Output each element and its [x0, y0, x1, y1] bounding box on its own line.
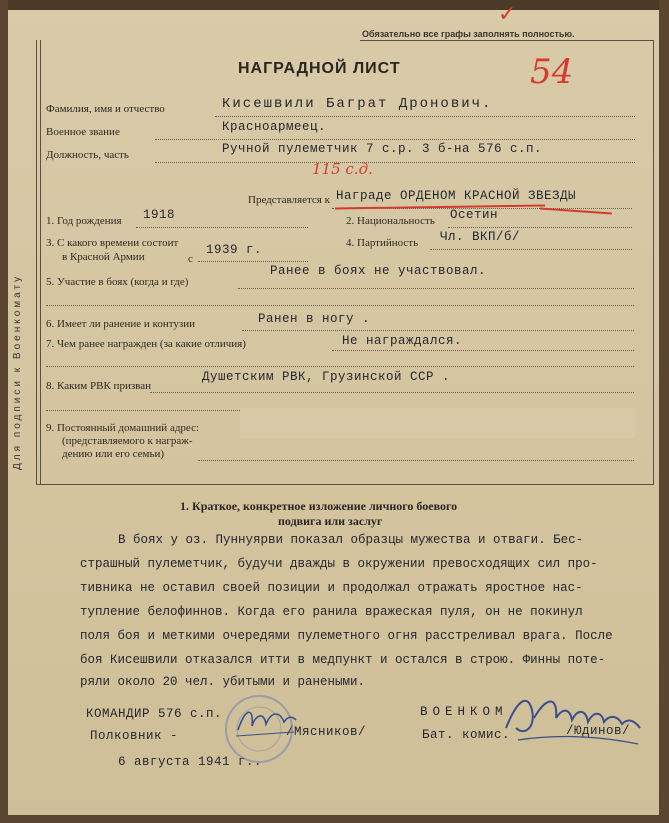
narrative-line-3: тивника не оставил своей позиции и продолжал отражать яростное нас- — [80, 581, 583, 595]
voenkom-title: ВОЕНКОМ — [420, 705, 508, 719]
field-2-label: 2. Национальность — [346, 215, 435, 227]
field-6-label: 6. Имеет ли ранение и контузии — [46, 318, 195, 330]
field-7-label: 7. Чем ранее награжден (за какие отличия) — [46, 338, 246, 350]
field-3-value: 1939 г. — [206, 243, 263, 257]
name-label: Фамилия, имя и отчество — [46, 103, 165, 115]
date-text: 6 августа 1941 г.. — [118, 755, 263, 769]
sheet-number-handwritten: 54 — [530, 52, 574, 92]
field-8-label: 8. Каким РВК призван — [46, 380, 151, 392]
name-value: Кисешвили Баграт Дронович. — [222, 96, 493, 112]
page-title: НАГРАДНОЙ ЛИСТ — [238, 60, 401, 77]
field-4-value: Чл. ВКП/б/ — [440, 230, 521, 244]
field-8-dotline — [150, 392, 634, 393]
post-dotline — [155, 162, 635, 163]
field-9-label-a: 9. Постоянный домашний адрес: — [46, 422, 200, 434]
field-3-prefix: с — [188, 253, 193, 265]
field-2-value: Осетин — [450, 208, 499, 222]
red-check-mark: ✓ — [498, 2, 517, 27]
komis-name: /Юдинов/ — [566, 724, 631, 738]
colonel-name: /Мясников/ — [286, 725, 367, 739]
field-5-dotline — [238, 288, 634, 289]
left-frame-line-inner — [40, 40, 41, 485]
field-3-dotline — [198, 261, 308, 262]
form-separator-line — [36, 484, 654, 485]
field-5-dotline-2 — [46, 305, 634, 306]
field-1-dotline — [136, 227, 308, 228]
narrative-line-4: тупление белофиннов. Когда его ранила вражеская пуля, он не покинул — [80, 605, 583, 619]
redacted-address-block — [240, 408, 635, 438]
field-7-value: Не награждался. — [342, 334, 463, 348]
colonel-title: Полковник - — [90, 729, 179, 743]
section-heading-b: подвига или заслуг — [278, 514, 383, 528]
field-9-label-b: (представляемого к награж- — [62, 435, 193, 447]
field-5-value: Ранее в боях не участвовал. — [270, 264, 487, 278]
scan-edge-right — [659, 0, 669, 823]
instruction-text: Обязательно все графы заполнять полностью. — [362, 29, 575, 39]
narrative-line-5: поля боя и меткими очередями пулеметного огня расстреливал врага. После — [80, 629, 613, 643]
field-9-dotline — [198, 460, 634, 461]
narrative-line-1: В боях у оз. Пуннуярви показал образцы мужества и отваги. Бес- — [118, 533, 584, 547]
narrative-line-7: ряли около 20 чел. убитыми и ранеными. — [80, 675, 366, 689]
field-1-label: 1. Год рождения — [46, 215, 122, 227]
field-9-label-c: дению или его семьи) — [62, 448, 165, 460]
rank-label: Военное звание — [46, 126, 120, 138]
presented-value: Награде ОРДЕНОМ КРАСНОЙ ЗВЕЗДЫ — [336, 189, 577, 203]
top-frame-line — [360, 40, 654, 41]
right-frame-line — [653, 40, 654, 484]
field-3-label-b: в Красной Армии — [62, 251, 145, 263]
left-frame-line — [36, 40, 37, 485]
field-6-value: Ранен в ногу . — [258, 312, 371, 326]
field-7-dotline-2 — [46, 366, 634, 367]
bat-komis-title: Бат. комис. — [422, 728, 511, 742]
narrative-line-6: боя Кисешвили отказался итти в медпункт и остался в строю. Финны поте- — [80, 653, 606, 667]
scan-edge-top — [0, 0, 669, 10]
field-4-label: 4. Партийность — [346, 237, 419, 249]
field-4-dotline — [430, 249, 632, 250]
commissar-signature — [498, 688, 648, 750]
presented-label: Представляется к — [248, 194, 330, 206]
commander-title: КОМАНДИР 576 с.п. — [86, 707, 223, 721]
rank-value: Красноармеец. — [222, 120, 327, 134]
field-5-label: 5. Участие в боях (когда и где) — [46, 276, 189, 288]
scan-edge-left — [0, 0, 8, 823]
narrative-line-2: страшный пулеметчик, будучи дважды в окружении превосходящих сил про- — [80, 557, 598, 571]
section-heading-a: 1. Краткое, конкретное изложение личного боевого — [180, 499, 458, 513]
colonel-signature — [232, 700, 302, 742]
side-vertical-text: Для подписи к Военкомату — [12, 273, 23, 470]
field-6-dotline — [242, 330, 634, 331]
field-1-value: 1918 — [143, 208, 176, 222]
rank-dotline — [155, 139, 635, 140]
field-8-value: Душетским РВК, Грузинской ССР . — [202, 370, 451, 384]
post-value: Ручной пулеметчик 7 с.р. 3 б-на 576 с.п. — [222, 142, 543, 156]
post-handwritten-division: 115 с.д. — [312, 160, 373, 178]
scan-edge-bottom — [0, 815, 669, 823]
field-2-dotline — [448, 227, 632, 228]
post-label: Должность, часть — [46, 149, 129, 161]
name-dotline — [215, 116, 635, 117]
field-3-label-a: 3. С какого времени состоит — [46, 237, 179, 249]
field-7-dotline — [332, 350, 634, 351]
